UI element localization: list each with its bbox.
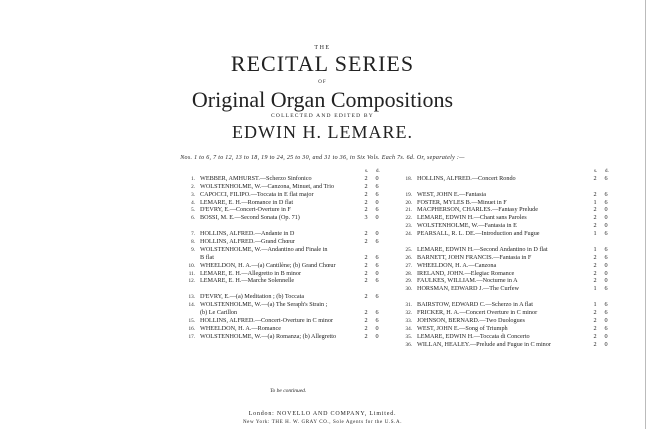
entry-title: HOLLINS, ALFRED.—Concert Rondo <box>417 174 516 182</box>
price-header <box>400 167 615 175</box>
entry-title: LEMARE, E. H.—Romance in D flat <box>200 198 294 206</box>
entry-number: 23. <box>405 223 412 230</box>
entry-number: 3. <box>191 191 195 198</box>
catalog-entry <box>400 214 615 222</box>
title-of: OF <box>318 80 327 85</box>
entry-price-pence: 0 <box>604 222 608 230</box>
entry-number: 21. <box>405 207 412 214</box>
entry-price-pence: 6 <box>375 261 379 269</box>
catalog-entry <box>400 277 615 285</box>
entry-price-pence: 6 <box>375 277 379 285</box>
catalog-entry <box>400 301 615 309</box>
entry-price-pence: 0 <box>604 206 608 214</box>
publisher-line: London: NOVELLO AND COMPANY, Limited. <box>248 411 397 417</box>
catalog-entry <box>183 317 388 325</box>
entry-price-pence: 0 <box>604 316 608 324</box>
entry-price-pence: 0 <box>604 332 608 340</box>
entry-price-pence: 0 <box>375 332 379 340</box>
entry-title: HOLLINS, ALFRED.—Grand Chœur <box>200 238 295 246</box>
catalog-entry <box>183 246 388 254</box>
entry-price-shillings: 2 <box>593 214 597 222</box>
entry-number: 20. <box>405 199 412 206</box>
entry-title: WEST, JOHN E.—Fantasia <box>417 190 486 198</box>
entry-number: 15. <box>188 317 195 324</box>
entry-number: 31. <box>405 302 412 309</box>
entry-price-pence: 0 <box>375 230 379 238</box>
entry-price-pence: 0 <box>604 261 608 269</box>
entry-number: 26. <box>405 254 412 261</box>
entry-price-shillings: 2 <box>364 230 368 238</box>
page-edge-rule <box>645 0 646 429</box>
entry-title: LEMARE, EDWIN H.—Toccata di Concerto <box>417 332 530 340</box>
entry-number: 22. <box>405 215 412 222</box>
entry-number: 33. <box>405 317 412 324</box>
entry-number: 28. <box>405 270 412 277</box>
entry-price-pence: 6 <box>604 174 608 182</box>
entry-price-shillings: 2 <box>364 174 368 182</box>
entry-price-shillings: 2 <box>364 190 368 198</box>
entry-price-pence: 6 <box>604 253 608 261</box>
entry-title: WHEELDON, H. A.—Canzona <box>417 261 497 269</box>
entry-price-shillings: 2 <box>364 269 368 277</box>
catalog-entry <box>400 262 615 270</box>
catalog-entry <box>183 214 388 222</box>
catalog-entry <box>183 206 388 214</box>
entry-number: 35. <box>405 333 412 340</box>
agents-line: New York: THE H. W. GRAY CO., Sole Agents for the U.S.A. <box>242 420 403 425</box>
catalog-entry <box>183 175 388 183</box>
entry-number: 27. <box>405 262 412 269</box>
entry-title: BARNETT, JOHN FRANCIS.—Fantasia in F <box>417 253 532 261</box>
entry-title: B flat <box>200 253 214 261</box>
catalog-entry <box>183 183 388 191</box>
entry-price-pence: 6 <box>375 182 379 190</box>
entry-price-pence: 0 <box>604 340 608 348</box>
entry-price-shillings: 3 <box>364 214 368 222</box>
catalog-entry <box>183 230 388 238</box>
entry-price-shillings: 2 <box>364 309 368 317</box>
catalog-entry <box>400 285 615 293</box>
catalog-entry <box>183 309 388 317</box>
catalog-entry <box>400 199 615 207</box>
entry-number: 25. <box>405 246 412 253</box>
entry-price-pence: 6 <box>375 253 379 261</box>
entry-price-pence: 6 <box>375 293 379 301</box>
catalog-entry <box>400 341 615 349</box>
title-recital-series: RECITAL SERIES <box>230 51 415 76</box>
entry-price-pence: 0 <box>375 269 379 277</box>
entry-title: BAIRSTOW, EDWARD C.—Scherzo in A flat <box>417 301 534 309</box>
entry-price-shillings: 2 <box>593 277 597 285</box>
catalog-entry <box>183 191 388 199</box>
entry-price-shillings: 2 <box>364 198 368 206</box>
catalog-entry <box>400 333 615 341</box>
catalog-entry <box>183 277 388 285</box>
entry-price-shillings: 2 <box>364 182 368 190</box>
entry-title: LEMARE, EDWIN H.—Chant sans Paroles <box>417 214 527 222</box>
entry-number: 36. <box>405 341 412 348</box>
entry-title: WEBBER, AMHURST.—Scherzo Sinfonico <box>200 174 312 182</box>
entry-title: JOHNSON, BERNARD.—Two Duologues <box>417 316 525 324</box>
entry-number: 32. <box>405 310 412 317</box>
entry-title: HORSMAN, EDWARD J.—The Curfew <box>417 285 519 293</box>
entry-price-shillings: 2 <box>593 340 597 348</box>
entry-title: WHEELDON, H. A.—Romance <box>200 324 281 332</box>
entry-title: WOLSTENHOLME, W.—Fantasia in E <box>417 222 517 230</box>
entry-number: 8. <box>191 239 195 246</box>
entry-price-shillings: 2 <box>364 332 368 340</box>
entry-number: 7. <box>191 231 195 238</box>
shillings-header: s. <box>594 169 598 174</box>
entry-title: CAPOCCI, FILIPO.—Toccata in E flat major <box>200 190 314 198</box>
entry-price-pence: 0 <box>375 174 379 182</box>
entry-number: 5. <box>191 207 195 214</box>
catalog-list-right <box>400 175 615 349</box>
catalog-entry <box>400 317 615 325</box>
entry-price-shillings: 2 <box>364 293 368 301</box>
entry-number: 17. <box>188 333 195 340</box>
entry-title: MACPHERSON, CHARLES.—Fantasy Prelude <box>417 206 539 214</box>
entry-price-pence: 0 <box>375 214 379 222</box>
catalog-entry <box>183 270 388 278</box>
entry-price-pence: 6 <box>604 309 608 317</box>
entry-price-shillings: 2 <box>593 309 597 317</box>
entry-number: 2. <box>191 183 195 190</box>
entry-price-pence: 6 <box>375 190 379 198</box>
entry-price-pence: 0 <box>375 198 379 206</box>
entry-price-pence: 6 <box>604 301 608 309</box>
entry-number: 24. <box>405 231 412 238</box>
entry-number: 1. <box>191 175 195 182</box>
entry-title: IRELAND, JOHN.—Elegiac Romance <box>417 269 515 277</box>
entry-number: 6. <box>191 215 195 222</box>
entry-price-pence: 6 <box>604 285 608 293</box>
entry-price-pence: 0 <box>375 324 379 332</box>
entry-price-shillings: 2 <box>593 222 597 230</box>
entry-title: WOLSTENHOLME, W.—(a) The Seraph's Strain ; <box>200 301 328 309</box>
entry-price-shillings: 1 <box>593 301 597 309</box>
to-be-continued: To be continued. <box>270 388 307 394</box>
catalog-entry <box>400 325 615 333</box>
entry-price-shillings: 2 <box>364 324 368 332</box>
entry-price-shillings: 2 <box>593 206 597 214</box>
entry-number: 9. <box>191 246 195 253</box>
catalog-entry <box>183 238 388 246</box>
entry-title: WOLSTENHOLME, W.—Andantino and Finale in <box>200 245 328 253</box>
entry-price-shillings: 2 <box>593 190 597 198</box>
entry-price-shillings: 2 <box>593 316 597 324</box>
entry-price-shillings: 2 <box>364 206 368 214</box>
entry-price-pence: 6 <box>375 309 379 317</box>
entry-price-pence: 6 <box>604 245 608 253</box>
catalog-entry <box>400 246 615 254</box>
entry-price-shillings: 2 <box>593 261 597 269</box>
entry-title: WEST, JOHN E.—Song of Triumph <box>417 324 508 332</box>
catalog-entry <box>400 270 615 278</box>
entry-number: 14. <box>188 302 195 309</box>
catalog-entry <box>183 199 388 207</box>
entry-title: WILLAN, HEALEY.—Prelude and Fugue in C minor <box>417 340 551 348</box>
entry-price-pence: 6 <box>375 316 379 324</box>
entry-title: WOLSTENHOLME, W.—(a) Romanza; (b) Allegretto <box>200 332 337 340</box>
subtitle-collected-edited: COLLECTED AND EDITED BY <box>271 113 374 119</box>
entry-title: PEARSALL, R. L. DE.—Introduction and Fugue <box>417 230 540 238</box>
entry-price-shillings: 2 <box>593 253 597 261</box>
entry-number: 34. <box>405 325 412 332</box>
entry-title: D'EVRY, E.—(a) Meditation ; (b) Toccata <box>200 293 305 301</box>
title-the: THE <box>314 45 331 51</box>
entry-number: 19. <box>405 191 412 198</box>
entry-price-pence: 6 <box>604 230 608 238</box>
entry-number: 30. <box>405 286 412 293</box>
entry-title: HOLLINS, ALFRED.—Andante in D <box>200 230 295 238</box>
catalog-entry <box>400 254 615 262</box>
entry-price-pence: 6 <box>375 206 379 214</box>
entry-title: D'EVRY, E.—Concert-Overture in F <box>200 206 291 214</box>
catalog-entry <box>400 191 615 199</box>
entry-price-shillings: 2 <box>593 332 597 340</box>
catalog-entry <box>183 333 388 341</box>
entry-price-pence: 0 <box>604 214 608 222</box>
entry-price-pence: 6 <box>604 190 608 198</box>
title-original-organ-compositions: Original Organ Compositions <box>191 87 454 112</box>
entry-title: BOSSI, M. E.—Second Sonata (Op. 71) <box>200 214 300 222</box>
entry-number: 29. <box>405 278 412 285</box>
entry-price-shillings: 2 <box>364 238 368 246</box>
entry-title: LEMARE, E. H.—Allegretto in B minor <box>200 269 302 277</box>
catalog-entry <box>400 309 615 317</box>
entry-title: FRICKER, H. A.—Concert Overture in C minor <box>417 309 538 317</box>
catalog-entry <box>183 254 388 262</box>
entry-price-pence: 6 <box>375 238 379 246</box>
entry-price-shillings: 2 <box>593 324 597 332</box>
entry-number: 13. <box>188 294 195 301</box>
entry-title: (b) Le Carillon <box>200 309 238 317</box>
entry-price-shillings: 2 <box>364 261 368 269</box>
entry-number: 11. <box>188 270 195 277</box>
entry-number: 12. <box>188 278 195 285</box>
catalog-column-right <box>400 167 615 348</box>
entry-price-shillings: 2 <box>364 253 368 261</box>
catalog-entry <box>400 206 615 214</box>
entry-price-pence: 6 <box>604 324 608 332</box>
entry-price-pence: 0 <box>604 269 608 277</box>
entry-price-shillings: 2 <box>593 174 597 182</box>
entry-title: WOLSTENHOLME, W.—Canzona, Minuet, and Trio <box>200 182 335 190</box>
shillings-header: s. <box>365 169 369 174</box>
catalog-entry <box>183 262 388 270</box>
entry-title: LEMARE, EDWIN H.—Second Andantino in D flat <box>417 245 548 253</box>
entry-price-shillings: 1 <box>593 285 597 293</box>
catalog-entry <box>183 301 388 309</box>
catalog-entry <box>183 325 388 333</box>
catalog-list-left <box>183 175 388 341</box>
price-header <box>183 167 388 175</box>
entry-price-shillings: 1 <box>593 198 597 206</box>
entry-price-shillings: 1 <box>593 245 597 253</box>
entry-title: WHEELDON, H. A.—(a) Cantilène; (b) Grand Chœur <box>200 261 336 269</box>
entry-title: HOLLINS, ALFRED.—Concert-Overture in C minor <box>200 316 334 324</box>
pence-header: d. <box>605 169 609 174</box>
entry-number: 18. <box>405 175 412 182</box>
catalog-entry <box>183 293 388 301</box>
entry-number: 10. <box>188 262 195 269</box>
catalog-column-left <box>183 167 388 341</box>
pence-header: d. <box>376 169 380 174</box>
entry-number: 16. <box>188 325 195 332</box>
entry-price-shillings: 1 <box>593 230 597 238</box>
editor-name: EDWIN H. LEMARE. <box>232 122 413 142</box>
entry-price-pence: 6 <box>604 198 608 206</box>
volumes-note: Nos. 1 to 6, 7 to 12, 13 to 18, 19 to 24, 25 to 30, and 31 to 36, in Six Vols. Each 7s. 6d. Or, separately :— <box>180 155 465 161</box>
entry-title: FOSTER, MYLES B.—Minuet in F <box>417 198 507 206</box>
entry-title: LEMARE, E. H.—Marche Solennelle <box>200 277 295 285</box>
entry-title: FAULKES, WILLIAM.—Nocturne in A <box>417 277 518 285</box>
entry-price-shillings: 2 <box>593 269 597 277</box>
catalog-entry <box>400 175 615 183</box>
entry-price-shillings: 2 <box>364 277 368 285</box>
entry-price-pence: 0 <box>604 277 608 285</box>
catalog-entry <box>400 222 615 230</box>
catalog-entry <box>400 230 615 238</box>
entry-number: 4. <box>191 199 195 206</box>
entry-price-shillings: 2 <box>364 316 368 324</box>
